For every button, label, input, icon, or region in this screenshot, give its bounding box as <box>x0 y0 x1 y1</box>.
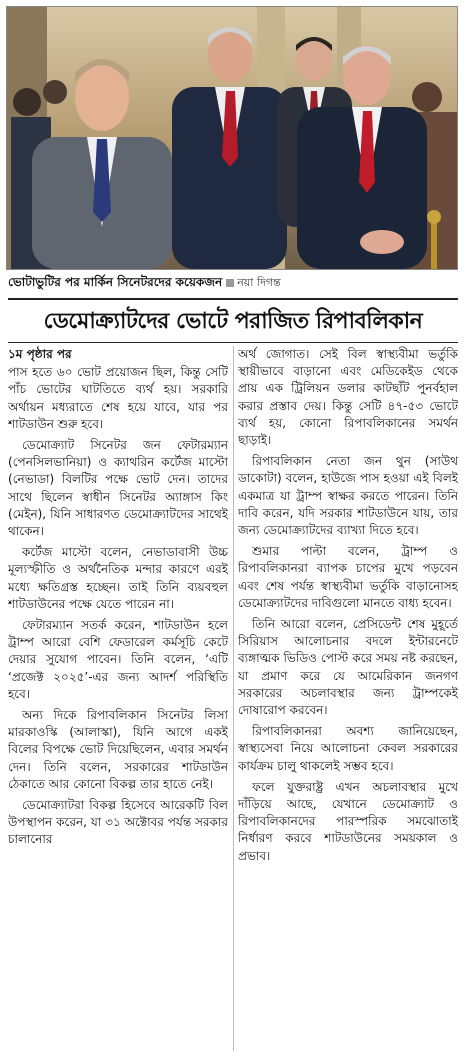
paragraph: অর্থ জোগাত। সেই বিল স্বাস্থ্যবীমা ভর্তুকি স্থায়ীভাবে বাড়ানো এবং মেডিকেইড থেকে প্রায় এক ট্রিলিয়ন ডলার কাটছাঁট পুনর্বহাল করার প্রস্তাব দেয়। কিন্তু সেটি ৪৭-৫৩ ভোটে ব্যর্থ হয়, কোনো রিপাবলিকানের সমর্থন ছাড়াই। <box>238 347 458 448</box>
paragraph: শুমার পাল্টা বলেন, ট্রাম্প ও রিপাবলিকানরা ব্যাপক চাপের মুখে পড়বেন এবং শেষ পর্যন্ত স্বাস্থ্যবীমা ভর্তুকি বাড়ানোসহ ডেমোক্র্যাটদের দাবিগুলো মানতে বাধ্য হবেন। <box>238 544 458 610</box>
paragraph: তিনি আরো বলেন, প্রেসিডেন্ট শেষ মুহূর্তে সিরিয়াস আলোচনার বদলে ইন্টারনেটে ব্যঙ্গাত্মক ভিডিও পোস্ট করে সময় নষ্ট করছেন, যা প্রমাণ করে যে আমেরিকান জনগণ সরকারের অচলাবস্থার জন্য ট্রাম্পকেই দোষারোপ করবেন। <box>238 617 458 718</box>
paragraph: পাস হতে ৬০ ভোট প্রয়োজন ছিল, কিন্তু সেটি পাঁচ ভোটের ঘাটতিতে ব্যর্থ হয়। সরকারি অর্থায়ন মধ্যরাতে শেষ হয়ে যাবে, যার পর শাটডাউন শুরু হবে। <box>8 365 228 431</box>
paragraph: রিপাবলিকান নেতা জন থুন (সাউথ ডাকোটা) বলেন, হাউজে পাস হওয়া এই বিলই একমাত্র যা ট্রাম্প স্বাক্ষর করতে পারেন। তিনি দাবি করেন, যদি সরকার শাটডাউনে যায়, তার জন্য ডেমোক্র্যাটদের ব্যাখ্যা দিতে হবে। <box>238 454 458 538</box>
paragraph: অন্য দিকে রিপাবলিকান সিনেটর লিসা মারকাওস্কি (আলাস্কা), যিনি আগে একই বিলের বিপক্ষে ভোট দিয়েছিলেন, এবার সমর্থন দেন। তিনি বলেন, সরকারের শাটডাউন ঠেকাতে আর কোনো বিকল্প তার হাতে নেই। <box>8 708 228 791</box>
continued-label: ১ম পৃষ্ঠার পর <box>8 347 72 361</box>
article-headline: ডেমোক্র্যাটদের ভোটে পরাজিত রিপাবলিকান <box>8 298 458 343</box>
paragraph: ডেমোক্র্যাট সিনেটর জন ফেটারম্যান (পেনসিলভানিয়া) ও ক্যাথরিন কর্টেজ মাস্টো (নেভাডা) বিলটির পক্ষে ভোট দেন। তাদের সাথে ছিলেন স্বাধীন সিনেটর অ্যাঙ্গাস কিং (মেইন), যিনি সাধারণত ডেমোক্র্যাটদের সাথেই থাকেন। <box>8 438 228 539</box>
paragraph: ফেটারম্যান সতর্ক করেন, শাটডাউন হলে ট্রাম্প আরো বেশি ফেডারেল কর্মসূচি কেটে দেয়ার সুযোগ পাবেন। তিনি বলেন, ‘এটি ‘প্রজেক্ট ২০২৫’-এর জন্য আদর্শ পরিস্থিতি হবে। <box>8 618 228 701</box>
column-divider <box>233 346 234 1051</box>
paragraph: ডেমোক্র্যাটরা বিকল্প হিসেবে আরেকটি বিল উপস্থাপন করেন, যা ৩১ অক্টোবর পর্যন্ত সরকার চালানোর <box>8 798 228 847</box>
caption-text: ভোটাভুটির পর মার্কিন সিনেটরদের কয়েকজন <box>8 275 223 289</box>
senators-photo <box>6 6 458 270</box>
photo-caption <box>8 272 458 292</box>
column-right <box>238 346 458 1051</box>
column-left <box>8 346 228 1051</box>
article-body <box>8 346 458 1051</box>
paragraph: রিপাবলিকানরা অবশ্য জানিয়েছেন, স্বাস্থ্যসেবা নিয়ে আলোচনা কেবল সরকারের কার্যক্রম চালু থাকলেই সম্ভব হবে। <box>238 724 458 773</box>
paragraph: ফলে যুক্তরাষ্ট্র এখন অচলাবস্থার মুখে দাঁড়িয়ে আছে, যেখানে ডেমোক্র্যাট ও রিপাবলিকানদের পারস্পরিক সমঝোতাই নির্ধারণ করবে শাটডাউনের সময়কাল ও প্রভাব। <box>238 779 458 863</box>
paragraph: কর্টেজ মাস্টো বলেন, নেভাডাবাসী উচ্চ মূল্যস্ফীতি ও অর্থনৈতিক মন্দার কারণে এরই মধ্যে ক্ষতিগ্রস্ত হচ্ছেন। তাই তিনি ব্যয়বহুল শাটডাউনের পক্ষে যেতে পারেন না। <box>8 545 228 611</box>
photo-credit: নয়া দিগন্ত <box>237 276 281 289</box>
square-bullet-icon <box>226 279 234 287</box>
